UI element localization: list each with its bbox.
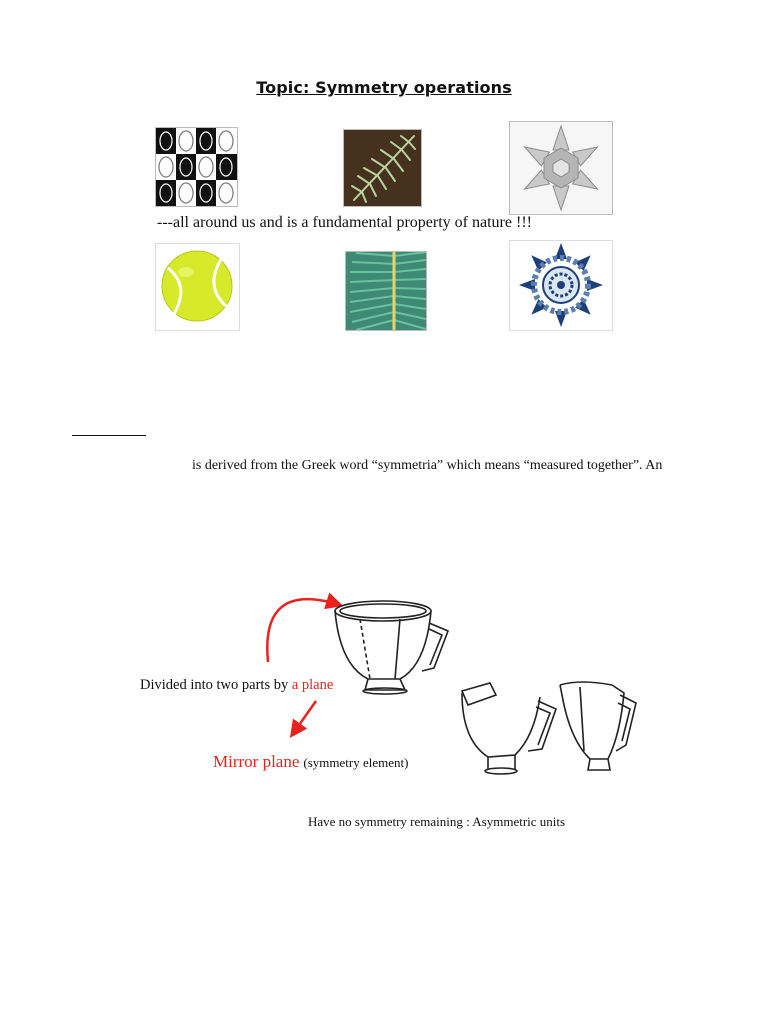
divided-prefix: Divided into two parts by: [140, 677, 292, 693]
half-cup-left-icon: [462, 683, 556, 774]
tagline-text: ---all around us and is a fundamental property of nature !!!: [157, 214, 532, 231]
asymmetric-units-caption: Have no symmetry remaining : Asymmetric units: [308, 814, 566, 829]
red-curved-arrow: [267, 599, 340, 662]
term-underline: [72, 435, 146, 436]
symmetry-element-note: (symmetry element): [303, 755, 409, 770]
mirror-plane-caption: [213, 752, 408, 772]
whole-cup-icon: [335, 601, 448, 694]
tennis-ball-image: [155, 243, 240, 331]
definition-text: is derived from the Greek word “symmetria” which means “measured together”. An: [192, 458, 663, 473]
beetle-tessellation-image: [155, 127, 238, 207]
divided-caption: [140, 677, 333, 694]
half-cup-right-icon: [560, 682, 636, 770]
mirror-plane-label: Mirror plane: [213, 752, 300, 771]
fern-leaf-image: [343, 129, 422, 207]
leaf-pinnate-image: [345, 251, 427, 331]
page-title: Topic: Symmetry operations: [256, 78, 512, 97]
snowflake-image: [509, 121, 613, 215]
mandala-image: [509, 240, 613, 331]
a-plane-highlight: a plane: [291, 677, 334, 693]
red-arrow-to-mirror: [292, 701, 316, 735]
